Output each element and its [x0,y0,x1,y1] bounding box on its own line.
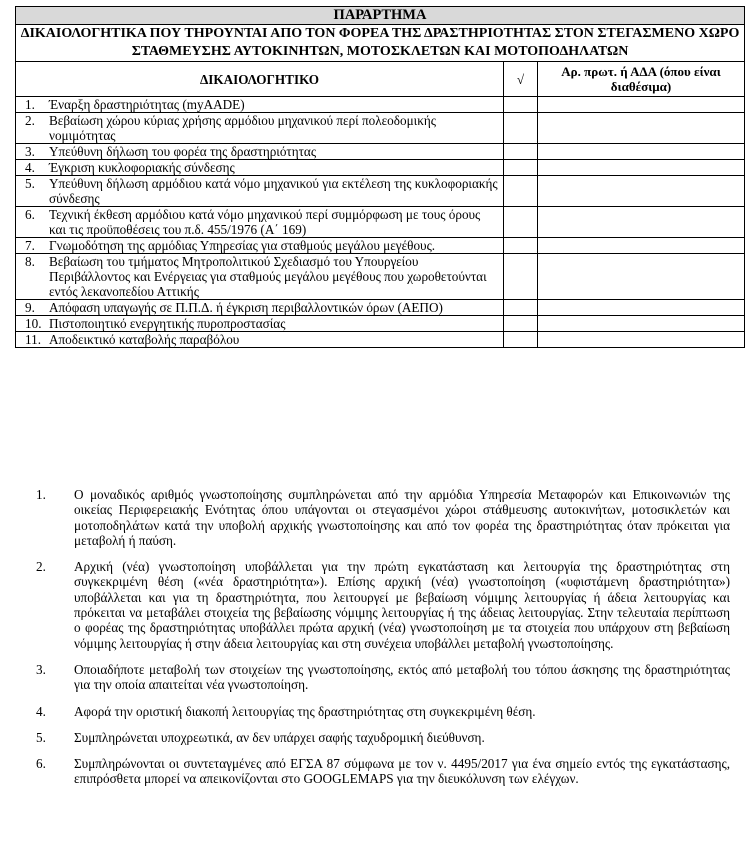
footnote-text: Αφορά την οριστική διακοπή λειτουργίας της δραστηριότητας στη συγκεκριμένη θέση. [74,703,536,719]
table-row [16,160,745,176]
ada-cell[interactable] [538,238,745,254]
check-cell[interactable] [504,207,538,238]
check-cell[interactable] [504,144,538,160]
row-number: 10. [25,316,42,331]
table-row [16,97,745,113]
header-check: √ [504,62,538,97]
row-number: 6. [25,207,35,222]
row-text: Υπεύθυνη δήλωση του φορέα της δραστηριότητας [49,144,317,159]
row-text: Έγκριση κυκλοφοριακής σύνδεσης [49,160,235,175]
footnote-number: 6. [36,756,46,772]
row-number: 9. [25,300,35,315]
table-row [16,316,745,332]
table-row [16,207,745,238]
ada-cell[interactable] [538,144,745,160]
check-cell[interactable] [504,113,538,144]
header-document: ΔΙΚΑΙΟΛΟΓΗΤΙΚΟ [16,62,504,97]
row-number: 5. [25,176,35,191]
footnotes-list [30,487,730,798]
row-number: 3. [25,144,35,159]
row-text: Γνωμοδότηση της αρμόδιας Υπηρεσίας για σταθμούς μεγάλου μεγέθους. [49,238,436,253]
row-text: Αποδεικτικό καταβολής παραβόλου [49,332,240,347]
footnote-text: Αρχική (νέα) γνωστοποίηση υποβάλλεται για την πρώτη εγκατάσταση και λειτουργία της δραστηριότητας στη συγκεκριμένη θέση («νέα δραστηριότητα»). Επίσης αρχική (νέα) γνωστοποίηση («υφιστάμενη δραστηριότητα») υποβάλλεται και για τη δραστηριότητα, που λειτουργεί με βεβαίωση νόμιμης λειτουργίας ή άδεια λειτουργίας και πρόκειται να μεταβάλει στοιχεία της βεβαίωσης νόμιμης λειτουργίας ή της άδειας λειτουργίας. Στην τελευταία περίπτωση ο φορέας της δραστηριότητας υποβάλλει πρώτα αρχική (νέα) γνωστοποίηση με τα στοιχεία που υπάρχουν στη βεβαίωση νόμιμης λειτουργίας ή στην άδεια λειτουργίας και στη συνέχεια υποβάλλει μεταβολή γνωστοποίησης. [74,559,730,651]
row-text: Έναρξη δραστηριότητας (myAADE) [49,97,245,112]
check-cell[interactable] [504,316,538,332]
footnote-text: Οποιαδήποτε μεταβολή των στοιχείων της γνωστοποίησης, εκτός από μεταβολή του τόπου άσκησης της δραστηριότητας για την οποία απαιτείται νέα γνωστοποίηση. [74,661,730,693]
footnote [30,487,730,548]
footnote-text: Συμπληρώνονται οι συντεταγμένες από ΕΓΣΑ 87 σύμφωνα με τον ν. 4495/2017 για ένα σημείο εντός της εγκατάστασης, επιπρόσθετα μπορεί να απεικονίζονται στο GOOGLEMAPS για την διευκόλυνση των ελέγχων. [74,756,730,787]
footnote-number: 2. [36,559,46,575]
header-ada: Αρ. πρωτ. ή ΑΔΑ (όπου είναι διαθέσιμα) [538,62,745,97]
ada-cell[interactable] [538,254,745,300]
footnote-number: 1. [36,487,46,502]
footnote [30,730,730,745]
row-number: 7. [25,238,35,253]
table-title: ΔΙΚΑΙΟΛΟΓΗΤΙΚΑ ΠΟΥ ΤΗΡΟΥΝΤΑΙ ΑΠΟ ΤΟΝ ΦΟΡΕΑ ΤΗΣ ΔΡΑΣΤΗΡΙΟΤΗΤΑΣ ΣΤΟΝ ΣΤΕΓΑΣΜΕΝΟ ΧΩΡΟ ΣΤΑΘΜΕΥΣΗΣ ΑΥΤΟΚΙΝΗΤΩΝ, ΜΟΤΟΣΚΛΕΤΩΝ ΚΑΙ ΜΟΤΟΠΟΔΗΛΑΤΩΝ [16,25,745,62]
row-number: 1. [25,97,35,112]
annex-label: ΠΑΡΑΡΤΗΜΑ [16,7,745,25]
table-row [16,254,745,300]
ada-cell[interactable] [538,97,745,113]
check-cell[interactable] [504,238,538,254]
check-cell[interactable] [504,332,538,348]
ada-cell[interactable] [538,160,745,176]
row-text: Βεβαίωση του τμήματος Μητροπολιτικού Σχεδιασμό του Υπουργείου Περιβάλλοντος και Ενέργειας για σταθμούς μεγάλου μεγέθους που χωροθετούνται εντός λεκανοπεδίου Αττικής [49,254,487,299]
table-row [16,238,745,254]
footnote-number: 4. [36,703,46,719]
row-number: 11. [25,332,41,347]
ada-cell[interactable] [538,300,745,316]
table-row [16,144,745,160]
footnote [30,704,730,719]
row-text: Βεβαίωση χώρου κύριας χρήσης αρμόδιου μηχανικού περί πολεοδομικής νομιμότητας [49,113,436,143]
row-text: Πιστοποιητικό ενεργητικής πυροπροστασίας [49,316,286,331]
footnote-text: Συμπληρώνεται υποχρεωτικά, αν δεν υπάρχει σαφής ταχυδρομική διεύθυνση. [74,729,485,745]
row-text: Τεχνική έκθεση αρμόδιου κατά νόμο μηχανικού περί συμμόρφωση με τους όρους και τις προϋποθέσεις του π.δ. 455/1976 (Α΄ 169) [49,207,481,237]
footnote-number: 5. [36,729,46,745]
check-cell[interactable] [504,254,538,300]
row-number: 2. [25,113,35,128]
ada-cell[interactable] [538,207,745,238]
ada-cell[interactable] [538,113,745,144]
ada-cell[interactable] [538,332,745,348]
documents-table [15,6,745,348]
footnote [30,756,730,787]
footnote-text: Ο μοναδικός αριθμός γνωστοποίησης συμπληρώνεται από την αρμόδια Υπηρεσία Μεταφορών και Επικοινωνιών της οικείας Περιφερειακής Ενότητας όπου υπάγονται οι στεγασμένοι χώροι στάθμευσης αυτοκινήτων, μοτοσικλετών και μοτοποδηλάτων κατά την υποβολή αρχικής γνωστοποίησης και από τον φορέα της δραστηριότητας όταν πρόκειται για μεταβολή ή παύση. [74,487,730,548]
check-cell[interactable] [504,300,538,316]
footnote [30,559,730,651]
table-row [16,332,745,348]
table-row [16,176,745,207]
check-cell[interactable] [504,97,538,113]
row-text: Υπεύθυνη δήλωση αρμόδιου κατά νόμο μηχανικού για εκτέλεση της κυκλοφοριακής σύνδεσης [49,176,498,206]
check-cell[interactable] [504,176,538,207]
ada-cell[interactable] [538,176,745,207]
ada-cell[interactable] [538,316,745,332]
row-number: 4. [25,160,35,175]
check-cell[interactable] [504,160,538,176]
table-row [16,113,745,144]
footnote [30,662,730,693]
row-text: Απόφαση υπαγωγής σε Π.Π.Δ. ή έγκριση περιβαλλοντικών όρων (ΑΕΠΟ) [49,300,443,315]
table-row [16,300,745,316]
row-number: 8. [25,254,35,269]
footnote-number: 3. [36,661,46,677]
